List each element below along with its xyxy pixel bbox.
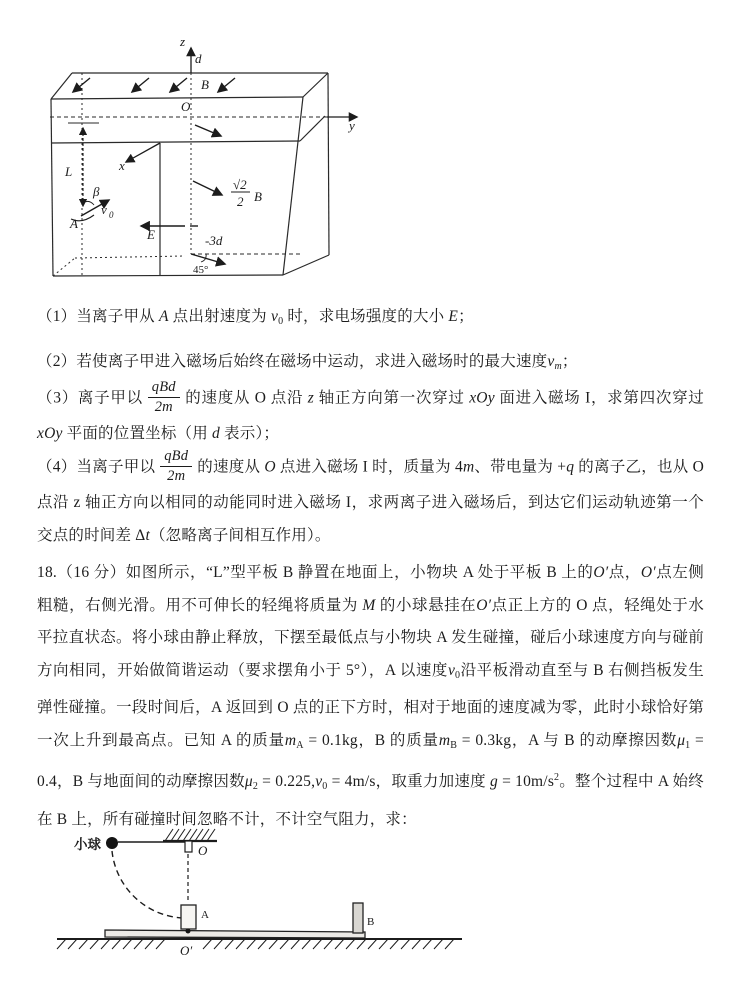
ground: [57, 939, 462, 949]
block-a-label: A: [201, 909, 209, 921]
neg-3d-label: -3d: [205, 233, 223, 248]
b-field-arrows: [73, 78, 235, 92]
b-half-label: B: [254, 189, 262, 204]
x-axis-label: x: [119, 158, 125, 173]
sqrt2-denominator: 2: [237, 194, 244, 209]
origin-label: O: [181, 99, 191, 114]
o-field-arrow: [195, 125, 221, 136]
board-b-label: B: [367, 916, 375, 928]
d-label: d: [195, 51, 202, 66]
pendulum-board-figure: [52, 812, 472, 980]
question17-part3: （3）离子甲以 $\frac{\text{qBd}}{2m}$ 的速度从 O 点沿 z 轴正方向第一次穿过 xOy 面进入磁场 I，求第四次穿过 xOy 平面的位置坐标（用 d 表示）；: [37, 379, 704, 443]
ceiling-mount: [163, 829, 217, 852]
block-a: [181, 905, 196, 929]
sqrt2-numerator: √2: [233, 177, 247, 192]
question17-part1: （1）当离子甲从 A 点出射速度为 v0 时，求电场强度的大小 E；: [37, 308, 474, 327]
sqrt2-b-arrow: [193, 181, 222, 195]
e-field-label: E: [147, 227, 155, 242]
beta-arc: [83, 201, 94, 205]
angle-45-label: 45°: [193, 264, 209, 276]
figure1-labels: [64, 34, 355, 276]
b-field-label: B: [201, 77, 209, 92]
o-prime-label: O′: [180, 943, 193, 958]
pivot-o-label: O: [198, 843, 208, 858]
v0-label: v: [101, 202, 107, 217]
x-axis-arrow: [126, 143, 160, 162]
beta-label: β: [93, 184, 100, 199]
pivot-pin: [185, 841, 192, 852]
question17-part4: （4）当离子甲以 $\frac{\text{qBd}}{2m}$ 的速度从 O 点进入磁场 I 时，质量为 4m、带电量为 +q 的离子乙，也从 O 点沿 z 轴正方向以相同的动能同时进入磁场 I，求两离子进入磁场后，到达它们运动轨迹第一个交点的时间差 Δt（忽略离子间相互作用）。: [37, 448, 704, 545]
board-b: [105, 903, 365, 938]
ball-label: 小球: [74, 837, 101, 852]
field-box-figure: [35, 28, 410, 303]
v0-subscript: 0: [109, 210, 114, 220]
y-axis-label: y: [349, 118, 355, 133]
z-axis-label: z: [180, 34, 186, 49]
axes: [126, 48, 357, 162]
l-label: L: [65, 164, 73, 179]
question17-part2: （2）若使离子甲进入磁场后始终在磁场中运动，求进入磁场时的最大速度vm；: [37, 353, 578, 372]
baffle-wall: [353, 903, 363, 933]
point-a-label: A: [70, 216, 78, 231]
swing-arc: [112, 851, 183, 918]
ball: [106, 837, 118, 849]
question18-stem: 18.（16 分）如图所示，“L”型平板 B 静置在地面上，小物块 A 处于平板 B 上的O′点，O′点左侧粗糙，右侧光滑。用不可伸长的轻绳将质量为 M 的小球悬挂在O′点正上方的 O 点，轻绳处于水平拉直状态。将小球由静止释放，下摆至最低点与小物块 A 发生碰撞，碰后小球速度方向与碰前方向相同，开始做简谐运动（要求摆角小于 5°），A 以速度v0沿平板滑动直至与 B 右侧挡板发生弹性碰撞。一段时间后，A 返回到 O 点的正下方时，相对于地面的速度减为零，此时小球恰好第一次上升到最高点。已知 A 的质量mA = 0.1kg，B 的质量mB = 0.3kg，A 与 B 的动摩擦因数μ1 = 0.4，B 与地面间的动摩擦因数μ2 = 0.225,v0 = 4m/s，取重力加速度 $g = 10m/s^2$。整个过程中 A 始终在 B 上，所有碰撞时间忽略不计，不计空气阻力，求：: [37, 564, 705, 828]
45deg-arrow: [191, 254, 225, 264]
o-prime-dot: [186, 929, 191, 934]
